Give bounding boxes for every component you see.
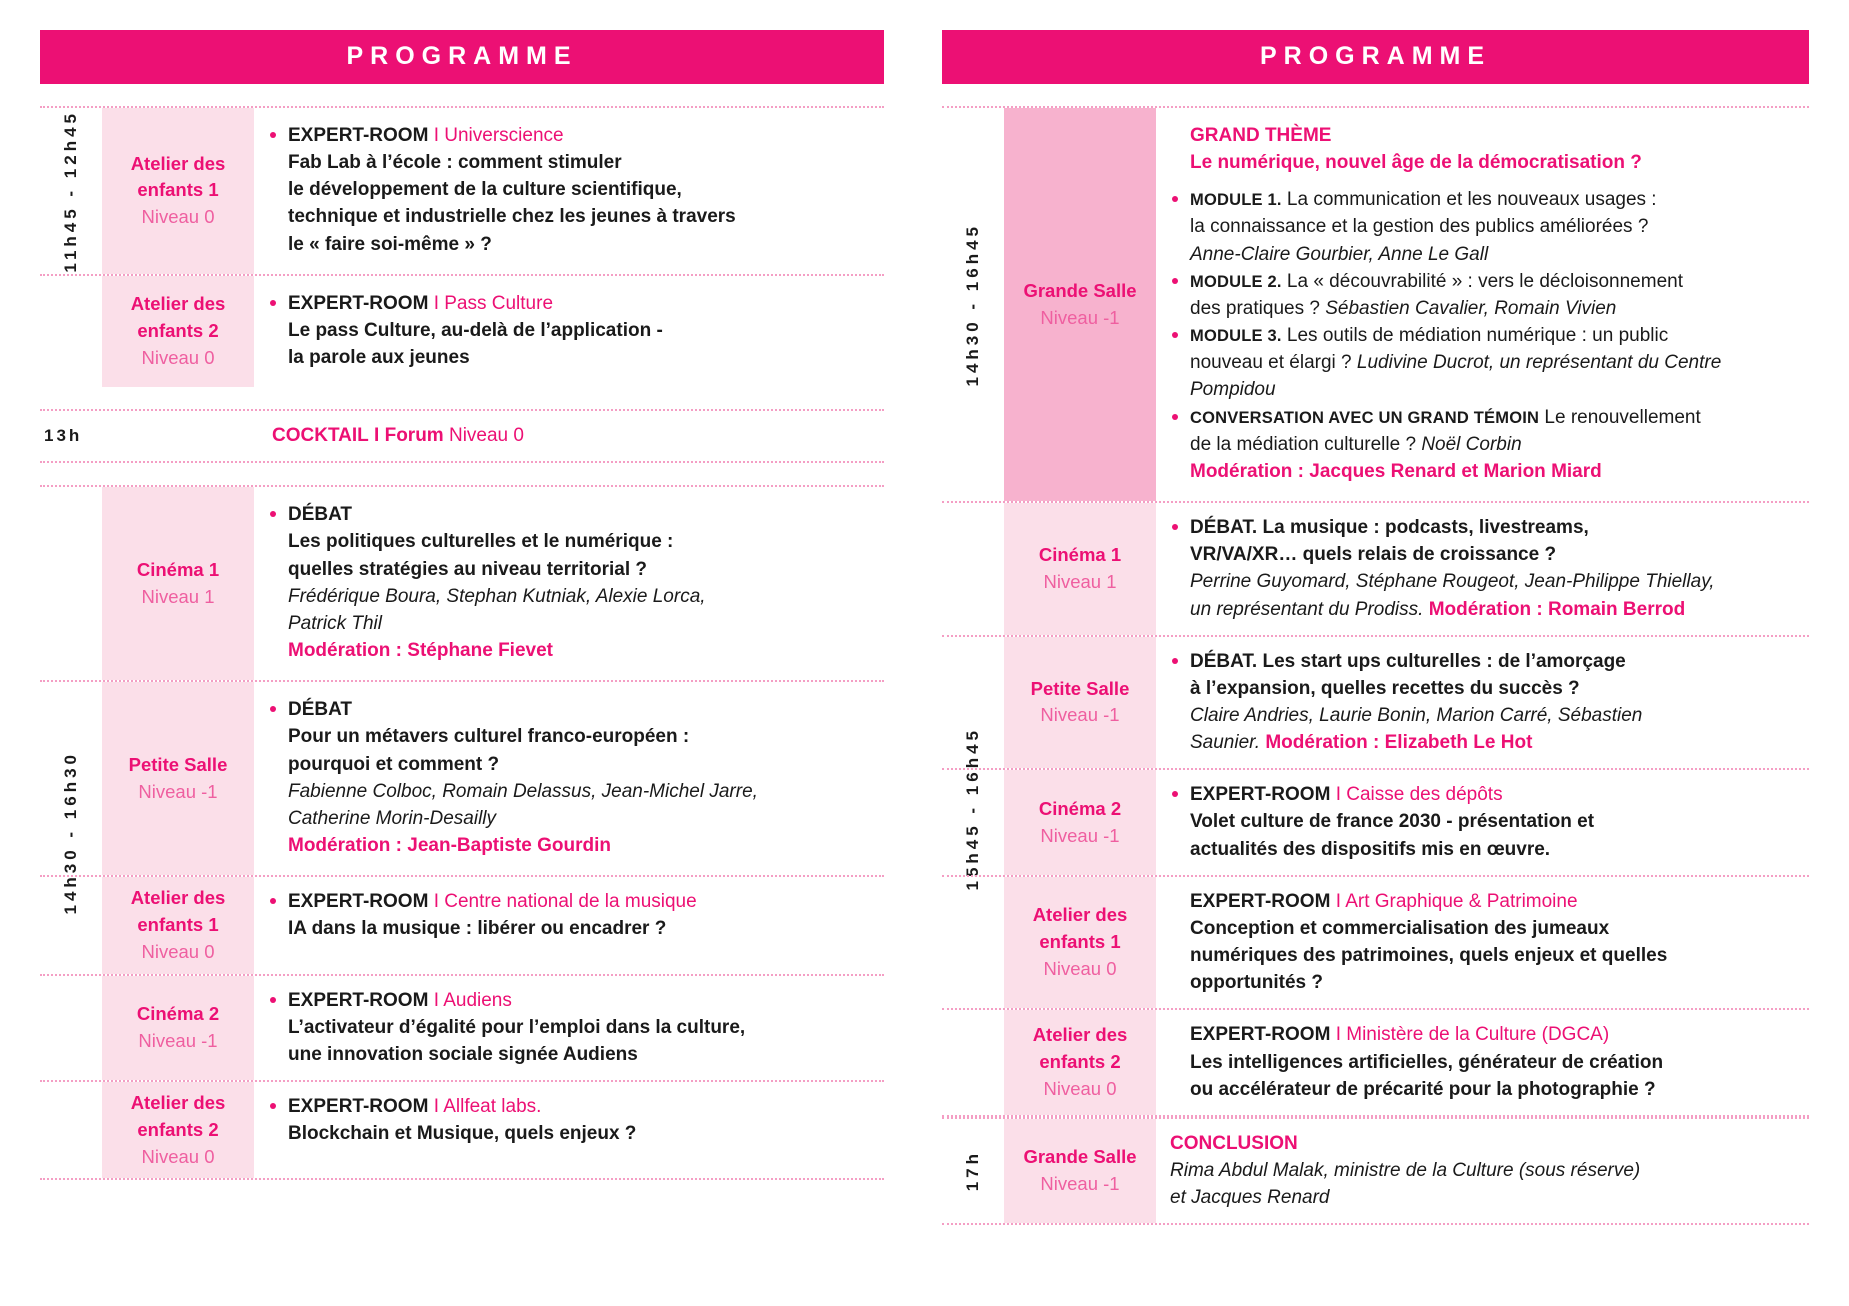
session-title-line: le développement de la culture scientifique, [288,179,682,201]
time-label-afternoon: 14h30 - 16h30 [61,751,80,915]
session-body [1156,770,1809,874]
session-tag-line: EXPERT-ROOM I Allfeat labs. [288,1096,542,1118]
session-bullet [268,987,878,1068]
row-atelier-enfants-2-morning [40,274,884,387]
session-title-line: Les intelligences artificielles, générateur de création [1190,1051,1664,1073]
module-line: CONVERSATION AVEC UN GRAND TÉMOIN Le renouvellement [1190,406,1701,428]
session-tag-line: EXPERT-ROOM I Centre national de la musique [288,891,697,913]
session-title-line: ou accélérateur de précarité pour la photographie ? [1190,1078,1656,1100]
session-tag-line: EXPERT-ROOM I Universcience [288,125,564,146]
session-kind-line: DÉBAT. Les start ups culturelles : de l’amorçage [1190,650,1626,672]
session-title-line: Volet culture de france 2030 - présentation et [1190,811,1595,833]
session-title-line: actualités des dispositifs mis en œuvre. [1190,838,1551,860]
session-bullet [268,1093,878,1147]
session-title-line: Conception et commercialisation des jumeaux [1190,917,1610,939]
session-nobullet [1170,1021,1803,1102]
room-cell: Petite Salle Niveau -1 [1004,637,1156,769]
session-bullet [1170,648,1803,757]
session-bullet [268,696,878,859]
session-body [254,682,884,875]
banner-programme-right: PROGRAMME [942,30,1809,84]
room-cell: Cinéma 1 Niveau 1 [102,487,254,680]
room-cell: Cinéma 2 Niveau -1 [102,976,254,1080]
session-nobullet [1170,888,1803,997]
row-cinema-1-afternoon [40,485,884,680]
session-speakers: Perrine Guyomard, Stéphane Rougeot, Jean-Philippe Thiellay, [1190,571,1715,593]
conclusion-speakers: et Jacques Renard [1170,1187,1330,1209]
session-title-line: L’activateur d’égalité pour l’emploi dans la culture, [288,1016,746,1038]
session-tag-line: EXPERT-ROOM I Art Graphique & Patrimoine [1190,890,1578,912]
session-speakers: Claire Andries, Laurie Bonin, Marion Carré, Sébastien [1190,704,1643,726]
session-title-line: numériques des patrimoines, quels enjeux et quelles [1190,945,1668,967]
time-label-morning: 11h45 - 12h45 [61,109,80,273]
module-item: MODULE 3. Les outils de médiation numérique : un public nouveau et élargi ? Ludivine Ducrot, un représentant du Centre Pompidou [1170,322,1803,403]
cocktail-body: COCKTAIL I Forum Niveau 0 [272,425,524,447]
session-moderation: Modération : Romain Berrod [1428,598,1686,620]
time-label-grande-salle: 14h30 - 16h45 [963,222,982,387]
session-kind: DÉBAT [288,504,353,526]
session-title-line: une innovation sociale signée Audiens [288,1043,638,1065]
session-bullet [1170,781,1803,862]
session-body-conclusion [1156,1119,1809,1223]
row-atelier-enfants-2-right [942,1008,1809,1116]
row-cinema-2-afternoon [40,974,884,1080]
session-bullet [268,888,878,942]
session-title-line: quelles stratégies au niveau territorial ? [288,558,648,580]
room-cell: Atelier des enfants 2 Niveau 0 [1004,1010,1156,1114]
banner-programme-left: PROGRAMME [40,30,884,84]
conclusion-content [1170,1130,1803,1211]
grand-theme-label: GRAND THÈME [1190,125,1332,146]
session-bullet [268,290,878,371]
session-title-line: IA dans la musique : libérer ou encadrer ? [288,918,667,940]
session-title-line: la parole aux jeunes [288,347,470,369]
room-cell: Atelier des enfants 1 Niveau 0 [102,108,254,274]
room-cell: Atelier des enfants 1 Niveau 0 [1004,877,1156,1009]
conclusion-label: CONCLUSION [1170,1132,1298,1154]
session-speakers: Catherine Morin-Desailly [288,807,497,829]
session-body [1156,1010,1809,1114]
session-body [254,976,884,1080]
session-body [254,877,884,973]
module-speakers: Anne-Claire Gourbier, Anne Le Gall [1190,243,1489,265]
session-moderation: Modération : Jean-Baptiste Gourdin [288,834,612,856]
session-moderation: Modération : Stéphane Fievet [288,640,553,662]
time-label-cocktail: 13h [44,426,83,446]
session-body [1156,637,1809,769]
session-title-line: le « faire soi-même » ? [288,233,492,255]
session-body [254,276,884,387]
session-title-line: à l’expansion, quelles recettes du succès ? [1190,677,1580,699]
module-speakers: Sébastien Cavalier, Romain Vivien [1325,297,1617,319]
room-cell: Grande Salle Niveau -1 [1004,1119,1156,1223]
conclusion-speakers: Rima Abdul Malak, ministre de la Culture (sous réserve) [1170,1160,1641,1181]
session-tag-line: EXPERT-ROOM I Audiens [288,989,512,1011]
session-speakers: Frédérique Boura, Stephan Kutniak, Alexie Lorca, [288,585,706,607]
module-item: MODULE 2. La « découvrabilité » : vers le décloisonnement des pratiques ? Sébastien Cavalier, Romain Vivien [1170,268,1803,322]
room-cell: Cinéma 1 Niveau 1 [1004,503,1156,635]
session-title-line: Fab Lab à l’école : comment stimuler [288,152,622,174]
session-bullet [268,122,878,258]
session-bullet [1170,514,1803,623]
session-title-line: technique et industrielle chez les jeunes à travers [288,206,736,228]
session-moderation: Modération : Elizabeth Le Hot [1265,732,1533,754]
session-speakers: Saunier. [1190,732,1261,754]
session-bullet [268,501,878,664]
session-speakers: Patrick Thil [288,612,382,634]
room-cell: Atelier des enfants 1 Niveau 0 [102,877,254,973]
session-body-grande-salle [1156,108,1809,501]
grand-theme-header [1170,122,1803,176]
session-body [254,1082,884,1178]
row-petite-salle-afternoon [40,680,884,875]
session-title-line: Les politiques culturelles et le numérique : [288,531,674,553]
session-title-line: VR/VA/XR… quels relais de croissance ? [1190,544,1557,566]
time-label-afternoon-right: 15h45 - 16h45 [963,727,982,891]
session-tag-line: EXPERT-ROOM I Caisse des dépôts [1190,784,1503,806]
room-cell: Atelier des enfants 2 Niveau 0 [102,1082,254,1178]
module-item-conversation: CONVERSATION AVEC UN GRAND TÉMOIN Le renouvellement de la médiation culturelle ? Noël Corbin Modération : Jacques Renard et Marion Miard [1170,404,1803,485]
room-cell: Petite Salle Niveau -1 [102,682,254,875]
row-petite-salle-right [942,635,1809,769]
row-atelier-enfants-1-right [942,875,1809,1009]
session-body [1156,503,1809,635]
row-cocktail [40,409,884,463]
grand-theme-title: Le numérique, nouvel âge de la démocratisation ? [1190,152,1642,174]
module-line: MODULE 3. Les outils de médiation numérique : un public [1190,325,1669,347]
session-title-line: opportunités ? [1190,972,1323,994]
row-cinema-1-right [942,501,1809,635]
session-body [254,108,884,274]
session-title-line: pourquoi et comment ? [288,753,500,775]
session-moderation: Modération : Jacques Renard et Marion Miard [1190,460,1602,482]
session-title-line: Le pass Culture, au-delà de l’application - [288,319,663,341]
session-body [1156,877,1809,1009]
session-tag-line: EXPERT-ROOM I Pass Culture [288,292,554,314]
module-speakers: Noël Corbin [1421,433,1522,455]
row-atelier-enfants-1-morning [40,106,884,274]
room-cell-grande-salle: Grande Salle Niveau -1 [1004,108,1156,501]
session-speakers: un représentant du Prodiss. [1190,598,1424,620]
row-atelier-enfants-1-afternoon [40,875,884,973]
room-cell: Cinéma 2 Niveau -1 [1004,770,1156,874]
module-line: MODULE 1. La communication et les nouveaux usages : [1190,189,1657,211]
programme-column-left [0,0,924,1306]
session-body [254,487,884,680]
session-title-line: Blockchain et Musique, quels enjeux ? [288,1123,637,1145]
session-tag-line: EXPERT-ROOM I Ministère de la Culture (DGCA) [1190,1024,1610,1046]
time-label-conclusion: 17h [963,1150,982,1192]
row-grande-salle [942,106,1809,501]
module-line: MODULE 2. La « découvrabilité » : vers le décloisonnement [1190,270,1683,292]
session-title-line: Pour un métavers culturel franco-européen : [288,726,690,748]
row-conclusion [942,1117,1809,1225]
session-kind-line: DÉBAT. La musique : podcasts, livestreams, [1190,517,1589,539]
session-kind: DÉBAT [288,699,353,721]
session-speakers: Fabienne Colboc, Romain Delassus, Jean-Michel Jarre, [288,780,758,802]
row-cinema-2-right [942,768,1809,874]
room-cell: Atelier des enfants 2 Niveau 0 [102,276,254,387]
row-atelier-enfants-2-afternoon [40,1080,884,1180]
module-item: MODULE 1. La communication et les nouveaux usages : la connaissance et la gestion des publics améliorées ? Anne-Claire Gourbier, Anne Le Gall [1170,186,1803,267]
module-speakers: Ludivine Ducrot, un représentant du Centre Pompidou [1190,352,1722,401]
programme-column-right [924,0,1849,1306]
